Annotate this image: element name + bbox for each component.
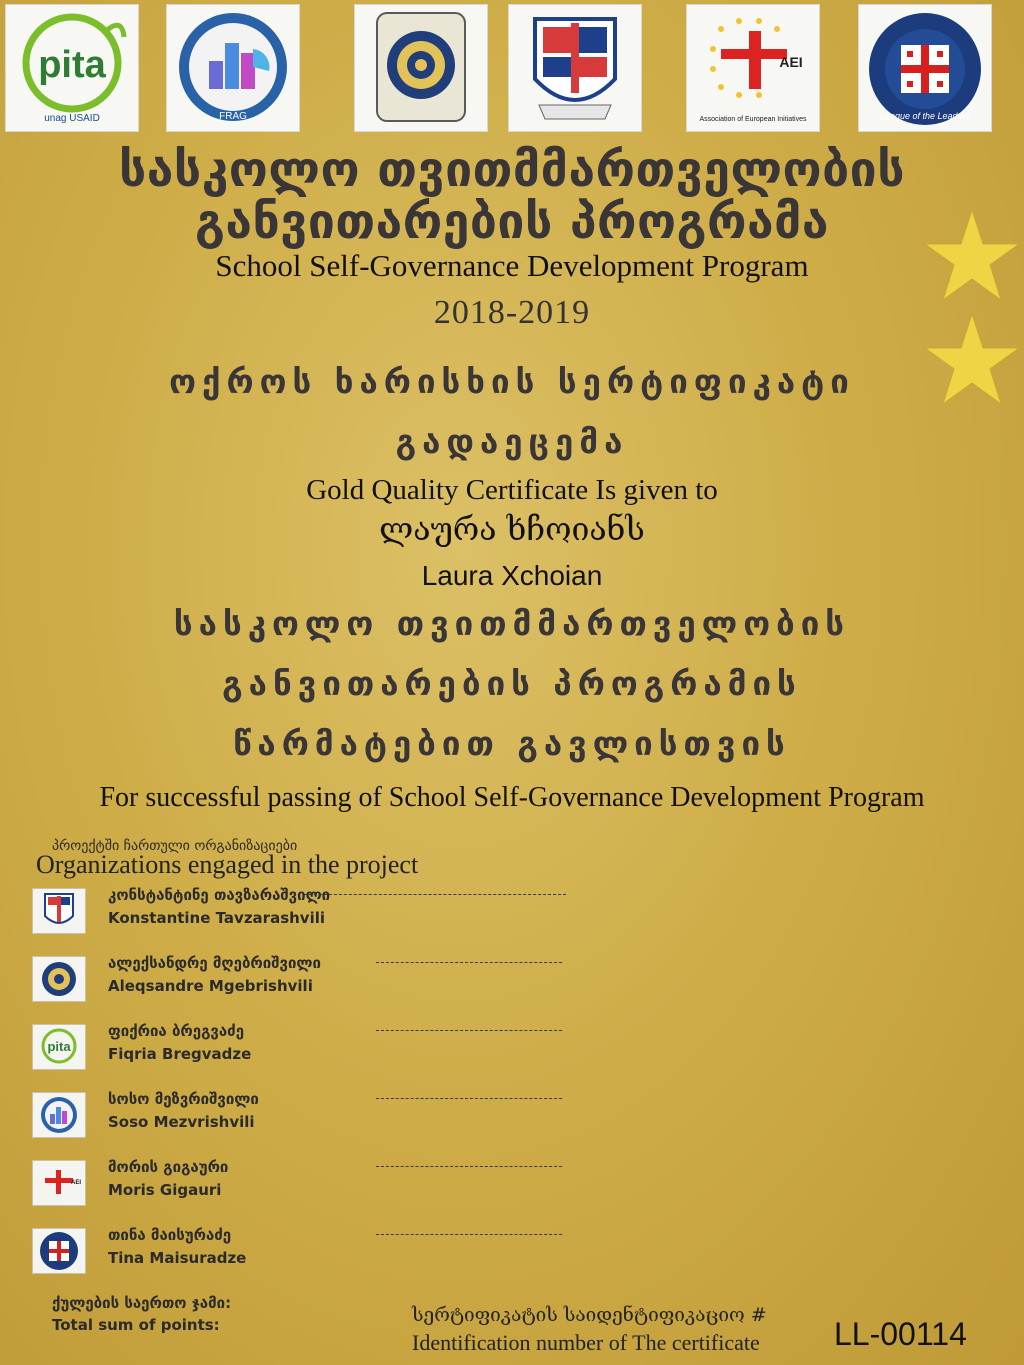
- chart-icon: [32, 1092, 86, 1138]
- organization-name-english: Fiqria Bregvadze: [108, 1045, 252, 1063]
- school-emblem-icon: [32, 888, 86, 934]
- reason-georgian-line2: განვითარების პროგრამის: [222, 664, 802, 703]
- recipient-name-georgian: ლაურა ხჩოიანს: [379, 510, 645, 548]
- signature-line: [376, 1166, 562, 1167]
- partner-logo-strip: [0, 0, 1024, 134]
- league-icon: [32, 1228, 86, 1274]
- organization-name-georgian: თინა მაისურაძე: [108, 1226, 232, 1244]
- organization-row: [32, 1022, 592, 1078]
- organizations-heading-english: Organizations engaged in the project: [36, 850, 419, 879]
- school-emblem-icon: [513, 9, 637, 127]
- organization-name-georgian: ფიქრია ბრეგვაძე: [108, 1022, 245, 1040]
- title-georgian-line2: განვითარების პროგრამა: [195, 194, 829, 250]
- title-english: School Self-Governance Development Program: [215, 248, 809, 283]
- organization-name-english: Konstantine Tavzarashvili: [108, 909, 326, 927]
- league-logo: [858, 4, 992, 132]
- svg-text:AEI: AEI: [779, 54, 803, 70]
- svg-text:FRAG: FRAG: [219, 111, 247, 122]
- aei-icon: [32, 1160, 86, 1206]
- seal-icon: [359, 9, 483, 127]
- aei-icon: [691, 9, 815, 127]
- svg-text:League of the Leaders: League of the Leaders: [879, 111, 971, 121]
- signature-line: [376, 1234, 562, 1235]
- organization-name-english: Aleqsandre Mgebrishvili: [108, 977, 313, 995]
- school-emblem-logo: [508, 4, 642, 132]
- organization-row: [32, 1158, 592, 1214]
- organization-name-english: Moris Gigauri: [108, 1181, 222, 1199]
- seal-icon: [32, 956, 86, 1002]
- recipient-name-english: Laura Xchoian: [421, 560, 603, 591]
- total-points-english: Total sum of points:: [52, 1316, 220, 1334]
- program-year: 2018-2019: [433, 294, 591, 331]
- signature-line: [376, 962, 562, 963]
- svg-text:pita: pita: [47, 1039, 71, 1054]
- svg-text:AEI: AEI: [70, 1180, 82, 1186]
- organization-name-georgian: სოსო მეზვრიშვილი: [108, 1090, 259, 1108]
- organization-name-english: Tina Maisuradze: [108, 1249, 247, 1267]
- given-to-georgian: გადაეცემა: [395, 422, 629, 461]
- svg-text:Association of European Initia: Association of European Initiatives: [699, 116, 807, 123]
- svg-text:unag USAID: unag USAID: [44, 113, 100, 124]
- certificate-type-georgian: ოქროს ხარისხის სერტიფიკატი: [169, 362, 855, 401]
- organization-row: [32, 954, 592, 1010]
- organizations-heading-georgian: პროექტში ჩართული ორგანიზაციები: [52, 838, 298, 854]
- organization-row: [32, 1226, 592, 1282]
- svg-text:pita: pita: [38, 44, 106, 86]
- pita-icon: [32, 1024, 86, 1070]
- organization-name-english: Soso Mezvrishvili: [108, 1113, 255, 1131]
- organization-name-georgian: კონსტანტინე თავზარაშვილი: [108, 886, 331, 904]
- signature-line: [376, 1098, 562, 1099]
- pita-logo: [5, 4, 139, 132]
- certificate-id-label-georgian: სერტიფიკატის საიდენტიფიკაციო #: [412, 1304, 767, 1326]
- title-georgian-line1: სასკოლო თვითმმართველობის: [118, 142, 906, 198]
- pita-logo-icon: [10, 9, 134, 127]
- reason-english: For successful passing of School Self-Governance Development Program: [99, 782, 925, 813]
- organization-name-georgian: ალექსანდრე მღებრიშვილი: [108, 954, 321, 972]
- organization-row: [32, 1090, 592, 1146]
- organization-row: [32, 886, 592, 942]
- signature-line: [304, 894, 566, 895]
- reason-georgian-line1: სასკოლო თვითმმართველობის: [173, 604, 851, 643]
- aei-logo: [686, 4, 820, 132]
- reason-georgian-line3: წარმატებით გავლისთვის: [233, 724, 791, 763]
- seal-logo: [354, 4, 488, 132]
- signature-line: [376, 1030, 562, 1031]
- league-icon: [863, 9, 987, 127]
- frag-logo: [166, 4, 300, 132]
- certificate-id-label-english: Identification number of The certificate: [412, 1330, 760, 1355]
- given-to-english: Gold Quality Certificate Is given to: [306, 474, 718, 506]
- total-points-georgian: ქულების საერთო ჯამი:: [52, 1294, 232, 1312]
- bar-chart-logo-icon: [171, 9, 295, 127]
- certificate-id-value: LL-00114: [834, 1316, 967, 1352]
- organization-name-georgian: მორის გიგაური: [108, 1158, 229, 1176]
